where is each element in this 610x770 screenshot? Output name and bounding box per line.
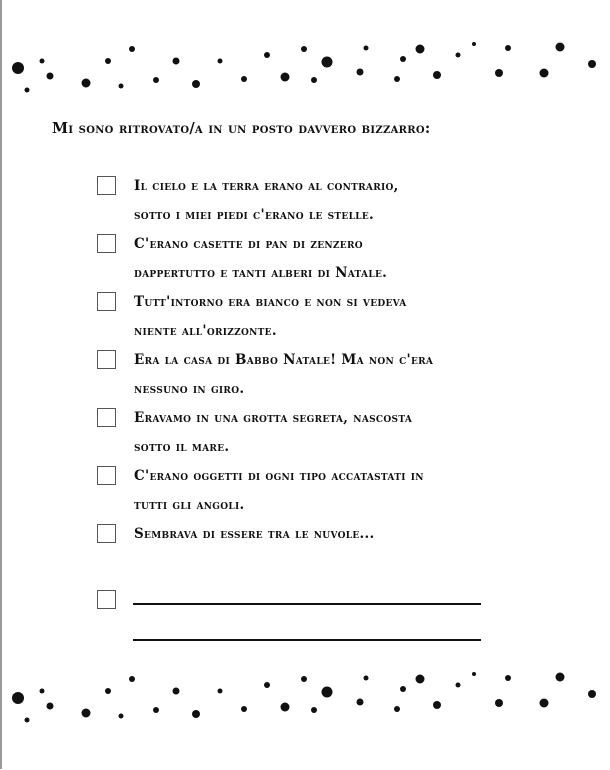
option-checkbox[interactable] — [97, 292, 116, 311]
option-text-line: Eravamo in una grotta segreta, nascosta — [134, 410, 413, 426]
option-text — [134, 462, 554, 520]
option-text — [134, 172, 554, 230]
option-text-line: Il cielo e la terra erano al contrario, — [134, 178, 399, 194]
custom-option-checkbox[interactable] — [97, 590, 116, 609]
option-text — [134, 288, 554, 346]
decorative-dots-bottom — [0, 660, 610, 770]
option-checkbox[interactable] — [97, 176, 116, 195]
option-text — [134, 520, 554, 549]
option-text-line: nessuno in giro. — [134, 381, 245, 397]
custom-option-write-line-1[interactable] — [133, 603, 481, 605]
option-text-line: C'erano oggetti di ogni tipo accatastati in — [134, 468, 424, 484]
option-text-line: niente all'orizzonte. — [134, 323, 277, 339]
option-checkbox[interactable] — [97, 350, 116, 369]
option-checkbox[interactable] — [97, 466, 116, 485]
option-checkbox[interactable] — [97, 524, 116, 543]
option-text — [134, 404, 554, 462]
option-text-line: tutti gli angoli. — [134, 497, 245, 513]
custom-option-write-line-2[interactable] — [133, 639, 481, 641]
option-text-line: dappertutto e tanti alberi di Natale. — [134, 265, 388, 281]
option-text-line: C'erano casette di pan di zenzero — [134, 236, 363, 252]
decorative-dots-top — [0, 0, 610, 110]
option-text — [134, 230, 554, 288]
page-title: Mi sono ritrovato/a in un posto davvero bizzarro: — [52, 120, 431, 137]
option-checkbox[interactable] — [97, 408, 116, 427]
option-text-line: sotto il mare. — [134, 439, 230, 455]
option-text-line: Sembrava di essere tra le nuvole... — [134, 526, 375, 542]
page-edge — [0, 0, 2, 769]
option-text-line: Era la casa di Babbo Natale! Ma non c'era — [134, 352, 434, 368]
option-text-line: Tutt'intorno era bianco e non si vedeva — [134, 294, 407, 310]
option-text-line: sotto i miei piedi c'erano le stelle. — [134, 207, 375, 223]
option-text — [134, 346, 554, 404]
option-checkbox[interactable] — [97, 234, 116, 253]
